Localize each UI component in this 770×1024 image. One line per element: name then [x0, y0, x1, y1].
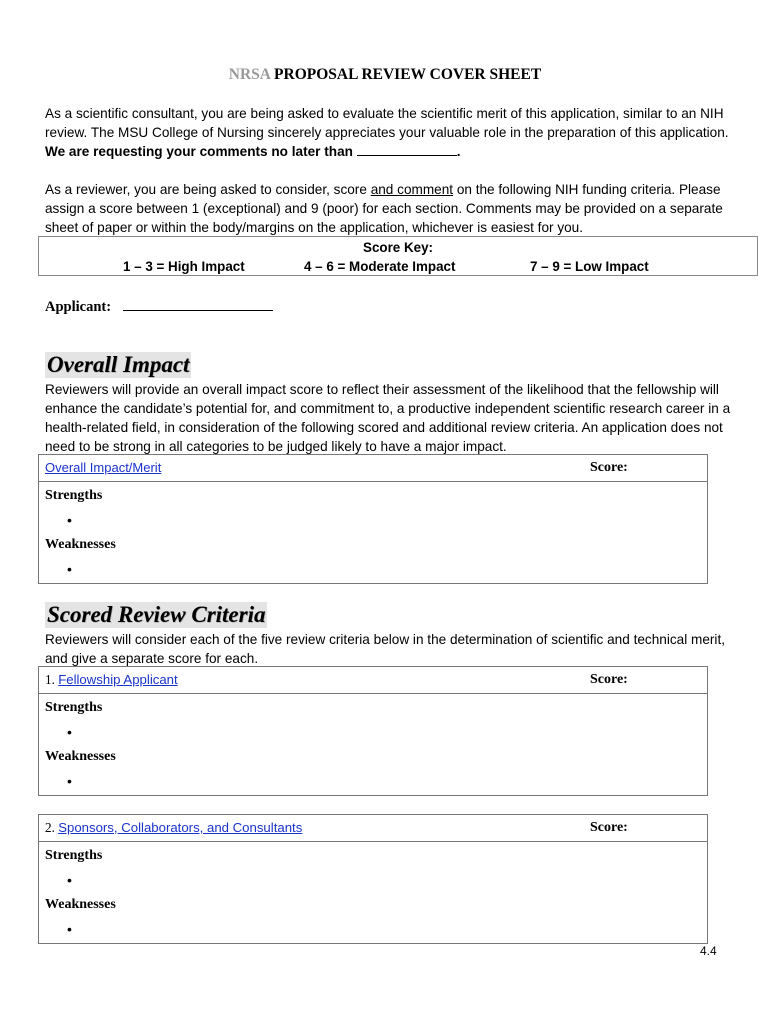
overall-impact-header	[39, 455, 707, 482]
reviewer-text-2: on the following NIH funding criteria. Please assign a score between 1 (exceptional) and 9 (poor) for each section. Comments may be provided on a separate sheet of paper or within the body/margins on the application, whichever is easiest for you.	[45, 182, 723, 235]
score-key-low: 7 – 9 = Low Impact	[530, 259, 649, 274]
overall-weaknesses-bullet: •	[67, 561, 72, 577]
overall-impact-box	[38, 454, 708, 584]
applicant-label: Applicant:	[45, 299, 112, 315]
reviewer-paragraph	[45, 180, 735, 237]
criterion-2-weaknesses-label: Weaknesses	[45, 897, 116, 912]
criterion-1-score-label: Score:	[590, 672, 628, 687]
applicant-row	[45, 298, 273, 316]
intro-text: As a scientific consultant, you are being asked to evaluate the scientific merit of this application, similar to an NIH review. The MSU College of Nursing sincerely appreciates your valuable role in the preparation of this application.	[45, 106, 729, 140]
score-key-title: Score Key:	[363, 240, 433, 255]
criterion-2-title	[45, 820, 302, 836]
overall-impact-description: Reviewers will provide an overall impact score to reflect their assessment of the likelihood that the fellowship will enhance the candidate’s potential for, and commitment to, a productive independent scientific research career in a health-related field, in consideration of the following scored and additional review criteria. An application does not need to be strong in all categories to be judged likely to have a major impact.	[45, 382, 731, 454]
overall-strengths-label: Strengths	[45, 488, 103, 503]
overall-impact-heading: Overall Impact	[47, 352, 190, 377]
overall-criterion	[45, 460, 161, 476]
overall-score-label: Score:	[590, 460, 628, 475]
criterion-2-strengths-label: Strengths	[45, 848, 103, 863]
criterion-2-strengths-bullet: •	[67, 872, 72, 888]
page-number: 4.4	[700, 944, 717, 958]
score-key-moderate: 4 – 6 = Moderate Impact	[304, 259, 456, 274]
criterion-2-number: 2.	[45, 820, 55, 835]
criterion-2-link[interactable]: Sponsors, Collaborators, and Consultants	[58, 820, 303, 835]
reviewer-text-1: As a reviewer, you are being asked to consider, score	[45, 182, 367, 197]
score-key-box	[38, 236, 758, 276]
intro-request-end: .	[456, 144, 461, 159]
intro-request: We are requesting your comments no later than	[45, 144, 353, 159]
page-title	[0, 66, 770, 84]
criterion-1-strengths-label: Strengths	[45, 700, 103, 715]
criterion-1-header	[39, 667, 707, 694]
criterion-box-2	[38, 814, 708, 944]
reviewer-underlined: and comment	[370, 182, 454, 197]
criterion-1-title	[45, 672, 178, 688]
score-key-high: 1 – 3 = High Impact	[123, 259, 245, 274]
criterion-1-number: 1.	[45, 672, 55, 687]
criterion-1-strengths-bullet: •	[67, 724, 72, 740]
scored-criteria-description: Reviewers will consider each of the five review criteria below in the determination of scientific and technical merit, and give a separate score for each.	[45, 632, 725, 666]
criterion-1-weaknesses-label: Weaknesses	[45, 749, 116, 764]
title-text: PROPOSAL REVIEW COVER SHEET	[274, 66, 542, 83]
criterion-2-score-label: Score:	[590, 820, 628, 835]
criterion-2-weaknesses-bullet: •	[67, 921, 72, 937]
criterion-2-header	[39, 815, 707, 842]
criterion-1-link[interactable]: Fellowship Applicant	[58, 672, 178, 687]
intro-paragraph	[45, 104, 735, 161]
criterion-box-1	[38, 666, 708, 796]
title-prefix: NRSA	[228, 66, 271, 83]
overall-strengths-bullet: •	[67, 512, 72, 528]
scored-criteria-heading: Scored Review Criteria	[47, 602, 266, 627]
criterion-1-weaknesses-bullet: •	[67, 773, 72, 789]
deadline-blank[interactable]	[357, 144, 457, 156]
applicant-field[interactable]	[123, 298, 273, 311]
overall-weaknesses-label: Weaknesses	[45, 537, 116, 552]
overall-impact-link[interactable]: Overall Impact/Merit	[45, 460, 162, 475]
